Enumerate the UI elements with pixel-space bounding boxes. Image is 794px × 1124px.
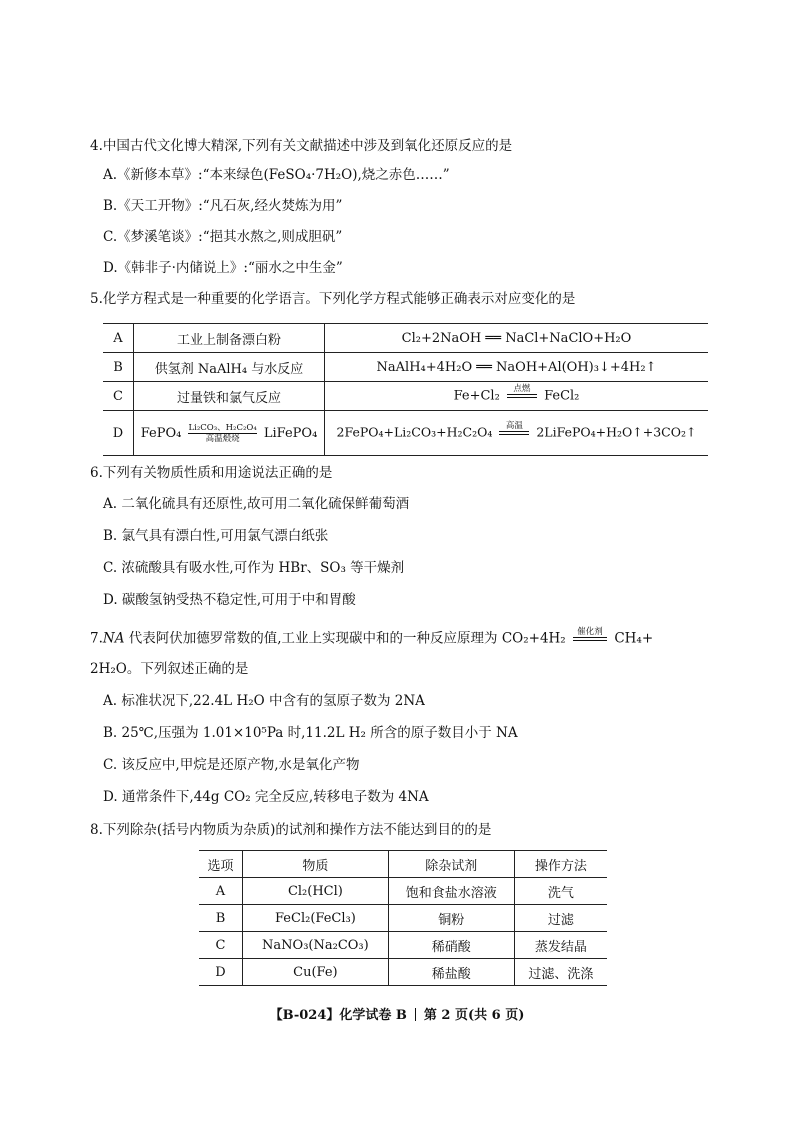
q4-stem: 4.中国古代文化博大精深,下列有关文献描述中涉及到氧化还原反应的是 (90, 138, 513, 154)
q8-header-row (199, 851, 607, 878)
condition-bottom: 高温煅烧 (205, 433, 240, 444)
condition-top: Li₂CO₃、H₂C₂O₄ (188, 422, 257, 433)
q5-row-desc: 供氢剂 NaAlH₄ 与水反应 (134, 353, 325, 382)
q8-table (199, 850, 607, 986)
process-arrow (188, 423, 256, 444)
desc-left: FePO₄ (140, 425, 182, 441)
q4-option-c: C.《梦溪笔谈》:“挹其水熬之,则成胆矾” (103, 229, 343, 245)
q5-row-a (103, 324, 708, 353)
q8-row (199, 932, 607, 959)
q5-row-c (103, 382, 708, 411)
q5-row-label: B (103, 353, 134, 382)
q8-cell: D (199, 959, 243, 986)
q8-row (199, 905, 607, 932)
q5-row-label: C (103, 382, 134, 411)
page-number: 第 2 页(共 6 页) (423, 1008, 525, 1023)
q5-stem: 5.化学方程式是一种重要的化学语言。下列化学方程式能够正确表示对应变化的是 (90, 291, 576, 307)
q5-row-label: A (103, 324, 134, 353)
equation-right: 2LiFePO₄+H₂O↑+3CO₂↑ (536, 424, 697, 440)
q8-cell: 过滤 (514, 905, 607, 932)
q8-header-cell: 选项 (199, 851, 243, 878)
q5-row-desc (134, 411, 325, 456)
q6-option-a: A. 二氧化硫具有还原性,故可用二氧化硫保鲜葡萄酒 (103, 496, 410, 512)
q6-option-b: B. 氯气具有漂白性,可用氯气漂白纸张 (103, 528, 329, 544)
q4-option-d: D.《韩非子·内储说上》:“丽水之中生金” (103, 260, 343, 276)
q8-cell: A (199, 878, 243, 905)
q7-option-a: A. 标准状况下,22.4L H₂O 中含有的氢原子数为 2NA (103, 693, 425, 709)
q5-row-b (103, 353, 708, 382)
q8-cell: 稀盐酸 (388, 959, 514, 986)
avogadro-symbol: NA (102, 630, 125, 647)
q5-row-label: D (103, 411, 134, 456)
q6-stem: 6.下列有关物质性质和用途说法正确的是 (90, 465, 333, 481)
q5-row-equation (325, 411, 709, 456)
q8-header-cell: 除杂试剂 (388, 851, 514, 878)
reaction-condition (499, 421, 529, 445)
q5-row-desc: 工业上制备漂白粉 (134, 324, 325, 353)
q8-cell: 洗气 (514, 878, 607, 905)
footer-divider (415, 1008, 416, 1021)
condition-text: 高温 (505, 421, 523, 431)
page-footer (0, 1004, 794, 1023)
q8-row (199, 878, 607, 905)
q7-option-c: C. 该反应中,甲烷是还原产物,水是氧化产物 (103, 757, 360, 773)
q7-option-d: D. 通常条件下,44g CO₂ 完全反应,转移电子数为 4NA (103, 789, 429, 805)
q8-row (199, 959, 607, 986)
condition-text: 点燃 (513, 384, 531, 394)
q7-stem-line1 (90, 627, 653, 651)
q6-option-d: D. 碳酸氢钠受热不稳定性,可用于中和胃酸 (103, 592, 356, 608)
equation-left: Fe+Cl₂ (453, 388, 500, 404)
q8-stem: 8.下列除杂(括号内物质为杂质)的试剂和操作方法不能达到目的的是 (90, 822, 492, 838)
q8-cell: Cl₂(HCl) (243, 878, 389, 905)
q6-option-c: C. 浓硫酸具有吸水性,可作为 HBr、SO₃ 等干燥剂 (103, 560, 405, 576)
q7-stem-text: 代表阿伏加德罗常数的值,工业上实现碳中和的一种反应原理为 CO₂+4H₂ (124, 630, 566, 647)
q8-cell: 蒸发结晶 (514, 932, 607, 959)
q8-cell: Cu(Fe) (243, 959, 389, 986)
q8-header-cell: 物质 (243, 851, 389, 878)
q4-option-a: A.《新修本草》:“本来绿色(FeSO₄·7H₂O),烧之赤色……” (103, 167, 450, 183)
q7-option-b: B. 25℃,压强为 1.01×10⁵Pa 时,11.2L H₂ 所含的原子数目小于 NA (103, 725, 518, 741)
q5-row-equation: Cl₂+2NaOH ══ NaCl+NaClO+H₂O (325, 324, 709, 353)
q8-cell: B (199, 905, 243, 932)
q5-row-d (103, 411, 708, 456)
q8-header-cell: 操作方法 (514, 851, 607, 878)
exam-code: 【B-024】化学试卷 B (269, 1008, 407, 1023)
q5-row-equation (325, 382, 709, 411)
q8-cell: FeCl₂(FeCl₃) (243, 905, 389, 932)
catalyst-label: 催化剂 (577, 627, 603, 637)
q7-stem-products: CH₄+ (614, 630, 654, 647)
equation-right: FeCl₂ (544, 388, 580, 404)
q8-cell: 过滤、洗涤 (514, 959, 607, 986)
q7-number: 7. (90, 630, 103, 647)
q8-cell: 铜粉 (388, 905, 514, 932)
q5-row-desc: 过量铁和氯气反应 (134, 382, 325, 411)
q7-stem-line2: 2H₂O。下列叙述正确的是 (90, 661, 249, 677)
desc-right: LiFePO₄ (263, 425, 318, 441)
q8-cell: NaNO₃(Na₂CO₃) (243, 932, 389, 959)
q8-cell: 饱和食盐水溶液 (388, 878, 514, 905)
q8-cell: 稀硝酸 (388, 932, 514, 959)
q8-cell: C (199, 932, 243, 959)
q4-option-b: B.《天工开物》:“凡石灰,经火焚炼为用” (103, 198, 343, 214)
catalyst-arrow (573, 627, 607, 651)
reaction-condition (507, 384, 537, 408)
q5-table (103, 323, 708, 456)
q5-row-equation: NaAlH₄+4H₂O ══ NaOH+Al(OH)₃↓+4H₂↑ (325, 353, 709, 382)
equation-left: 2FePO₄+Li₂CO₃+H₂C₂O₄ (336, 424, 493, 440)
